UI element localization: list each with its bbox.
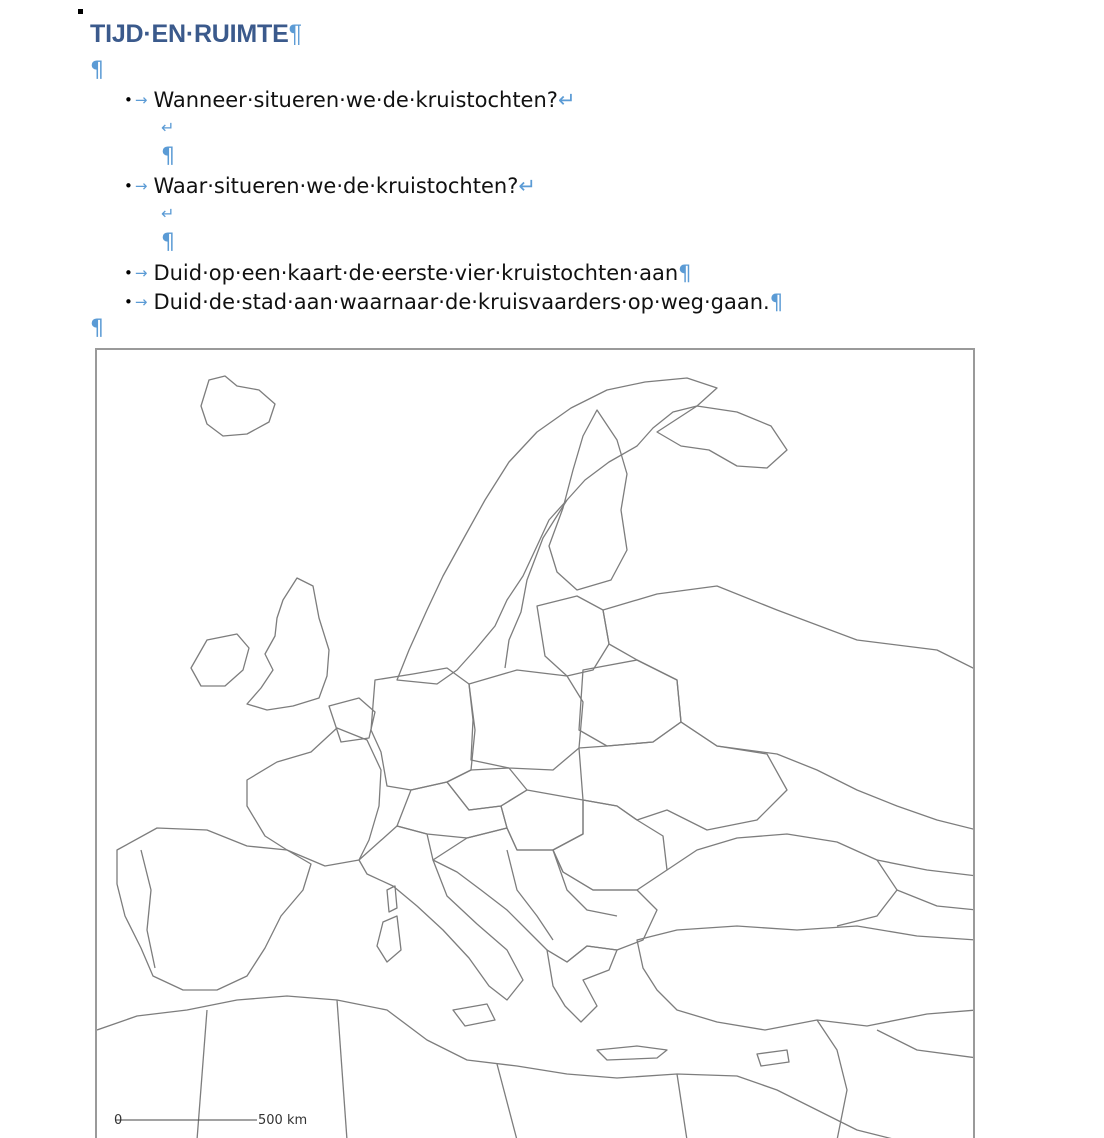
bullet-icon: • — [124, 264, 133, 282]
europe-map-drawing — [97, 350, 975, 1138]
paragraph-mark: ¶ — [678, 261, 692, 285]
line-break-mark: ↵ — [557, 88, 576, 112]
page-heading — [90, 20, 302, 49]
north-africa-border-a — [197, 1010, 207, 1138]
sicily-outline — [453, 1004, 495, 1026]
paragraph-mark: ¶ — [769, 290, 784, 314]
caucasus-outline — [877, 860, 975, 910]
finland-outline — [549, 410, 627, 590]
benelux-outline — [329, 698, 375, 742]
iberia-outline — [117, 828, 311, 990]
austria-outline — [397, 782, 507, 838]
text-boundary-mark — [78, 9, 83, 14]
list-item-crusades-map[interactable] — [124, 259, 692, 287]
question-text: Duid·de·stad·aan·waarnaar·de·kruisvaarders·op·weg·gaan. — [153, 290, 770, 314]
cyprus-outline — [757, 1050, 789, 1066]
italy-outline — [359, 826, 523, 1000]
turkey-outline — [637, 926, 975, 1030]
line-break-mark: ↵ — [161, 204, 175, 223]
sardinia-outline — [377, 916, 401, 962]
tab-arrow-icon: → — [134, 264, 148, 282]
germany-outline — [371, 668, 475, 790]
czechia-outline — [447, 768, 527, 810]
black-sea-coast — [667, 834, 897, 926]
great-britain-outline — [247, 578, 329, 710]
empty-paragraph-mark: ¶ — [90, 316, 104, 341]
poland-outline — [469, 670, 583, 770]
bullet-icon: • — [124, 177, 133, 195]
europe-outline-map[interactable] — [95, 348, 975, 1138]
empty-paragraph-mark: ¶ — [161, 230, 175, 255]
bullet-icon: • — [124, 293, 133, 311]
question-text: Duid·op·een·kaart·de·eerste·vier·kruistochten·aan — [153, 261, 679, 285]
russia-west-outline — [603, 586, 975, 830]
question-text: Waar·situeren·we·de·kruistochten? — [153, 174, 519, 198]
list-item-destination-city[interactable] — [124, 288, 783, 316]
balkans-outline — [433, 828, 657, 962]
bullet-icon: • — [124, 91, 133, 109]
north-africa-border-c — [497, 1064, 517, 1138]
ireland-outline — [191, 634, 249, 686]
north-africa-border-b — [337, 1000, 347, 1138]
question-text: Wanneer·situeren·we·de·kruistochten? — [153, 88, 558, 112]
baltic-states-outline — [537, 596, 609, 676]
empty-paragraph-mark: ¶ — [161, 144, 175, 169]
middle-east-outline — [817, 1020, 975, 1138]
tab-arrow-icon: → — [134, 177, 148, 195]
north-africa-border-d — [677, 1074, 687, 1138]
list-item-where[interactable] — [124, 172, 536, 200]
scale-zero-label: 0 — [114, 1113, 123, 1128]
balkan-border-a — [507, 850, 553, 940]
line-break-mark: ↵ — [161, 118, 175, 137]
list-item-when[interactable] — [124, 86, 576, 114]
line-break-mark: ↵ — [518, 174, 536, 198]
north-africa-coast — [97, 996, 897, 1138]
portugal-border — [141, 850, 155, 968]
corsica-outline — [387, 886, 397, 912]
balkan-border-b — [553, 850, 617, 916]
greece-outline — [547, 946, 617, 1022]
heading-pilcrow: ¶ — [288, 20, 302, 48]
crete-outline — [597, 1046, 667, 1060]
scale-distance-label: 500 km — [258, 1113, 308, 1128]
france-outline — [247, 728, 381, 866]
heading-text: TIJD·EN·RUIMTE — [90, 20, 289, 48]
tab-arrow-icon: → — [134, 293, 148, 311]
tab-arrow-icon: → — [134, 91, 148, 109]
ukraine-outline — [579, 722, 787, 830]
empty-paragraph-mark: ¶ — [90, 58, 104, 83]
sweden-norway-border — [505, 500, 567, 668]
kola-peninsula — [657, 406, 787, 468]
iceland-outline — [201, 376, 275, 436]
